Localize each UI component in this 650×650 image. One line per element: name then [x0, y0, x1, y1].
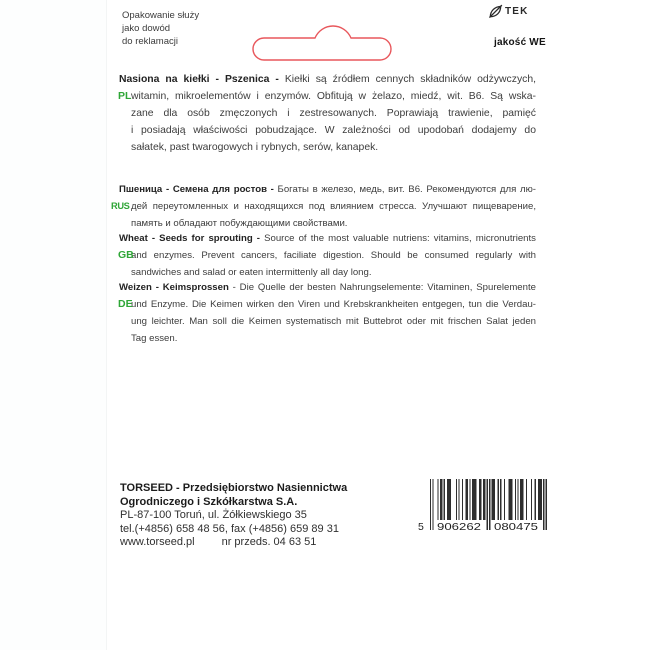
text-line	[119, 279, 536, 296]
company-name-line: TORSEED - Przedsiębiorstwo Nasiennictwa	[120, 482, 348, 494]
packaging-note	[122, 9, 199, 48]
paragraph-pl	[119, 71, 536, 156]
text-line	[119, 230, 536, 247]
text-line: witamin, mikroelementów i enzymów. Obfitują w żelazo, miedź, wit. B6. Są wska-	[131, 91, 536, 102]
svg-text:080475: 080475	[494, 521, 539, 533]
company-info	[120, 482, 347, 550]
text-line: and enzymes. Prevent cancers, faciliate digestion. Should be consumed regularly with	[131, 250, 536, 261]
text-line: und Enzyme. Die Keimen wirken den Viren und Krebskrankheiten entgegen, tun die Verdau-	[131, 299, 536, 310]
paragraph-heading: Nasiona na kiełki - Pszenica -	[119, 74, 279, 85]
packaging-note-line: Opakowanie służy	[122, 10, 200, 21]
paragraph-de	[119, 279, 536, 347]
text-line: ung leichter. Man soll die Keimen systematisch mit Buttebrot oder mit frischen Salat jeden	[131, 316, 536, 327]
paragraph-heading: Wheat - Seeds for sprouting -	[119, 233, 260, 244]
paragraph-rus	[111, 181, 537, 232]
text-line	[119, 71, 536, 88]
text-line: sałatek, past twarogowych i rybnych, serów, kanapek.	[131, 142, 379, 153]
company-website: www.torseed.pl	[120, 536, 195, 548]
text-line: Tag essen.	[131, 333, 178, 344]
quality-label: jakość WE	[494, 37, 546, 48]
leaf-icon	[488, 4, 503, 19]
text-line: память и обладают побуждающими свойствами.	[131, 218, 348, 229]
svg-text:5: 5	[418, 521, 424, 533]
ean13-barcode	[417, 479, 549, 539]
lang-code-pl: PL	[118, 90, 132, 102]
packet-left-edge	[0, 0, 107, 650]
paragraph-gb	[119, 230, 536, 281]
text-segment: - Die Quelle der besten Nahrungselemente: Vitaminen, Spurelemente	[228, 282, 536, 293]
text-line: zane dla osób zmęczonych i zestresowanych. Poprawiają trawienie, pamięć	[131, 108, 536, 119]
company-web-row	[120, 536, 347, 550]
paragraph-heading: Пшеница - Семена для ростов -	[119, 184, 274, 195]
text-segment: Kiełki są źródłem cennych składników odżywczych,	[278, 74, 536, 85]
text-line: i posiadają właściwości pobudzające. W zależności od upodobań dodajemy do	[131, 125, 536, 136]
text-line: дей переутомленных и находящихся под влиянием стресса. Улучшают пищеварение,	[131, 201, 536, 212]
company-name-line: Ogrodniczego i Szkółkarstwa S.A.	[120, 495, 298, 508]
lang-code-rus: RUS	[111, 201, 130, 211]
svg-text:906262: 906262	[437, 521, 482, 533]
packaging-note-line: do reklamacji	[122, 36, 178, 47]
text-line	[119, 181, 536, 198]
text-segment: Source of the most valuable nutriens: vitamins, micronutrients	[259, 233, 536, 244]
lang-code-de: DE	[118, 298, 133, 310]
tek-logo-text: TEK	[505, 6, 529, 17]
tek-logo	[488, 4, 529, 19]
lang-code-gb: GB	[118, 249, 134, 261]
company-address: PL-87-100 Toruń, ul. Żółkiewskiego 35	[120, 509, 307, 521]
text-line: sandwiches and salad or eaten intermittenly all day long.	[131, 267, 372, 278]
company-registration: nr przeds. 04 63 51	[221, 536, 317, 548]
paragraph-heading: Weizen - Keimsprossen	[119, 282, 229, 293]
hang-tab-outline	[252, 18, 394, 62]
packaging-note-line: jako dowód	[122, 23, 171, 34]
company-phone: tel.(+4856) 658 48 56, fax (+4856) 659 89 31	[120, 522, 339, 535]
text-segment: Богаты в железо, медь, вит. В6. Рекомендуются для лю-	[273, 184, 537, 195]
